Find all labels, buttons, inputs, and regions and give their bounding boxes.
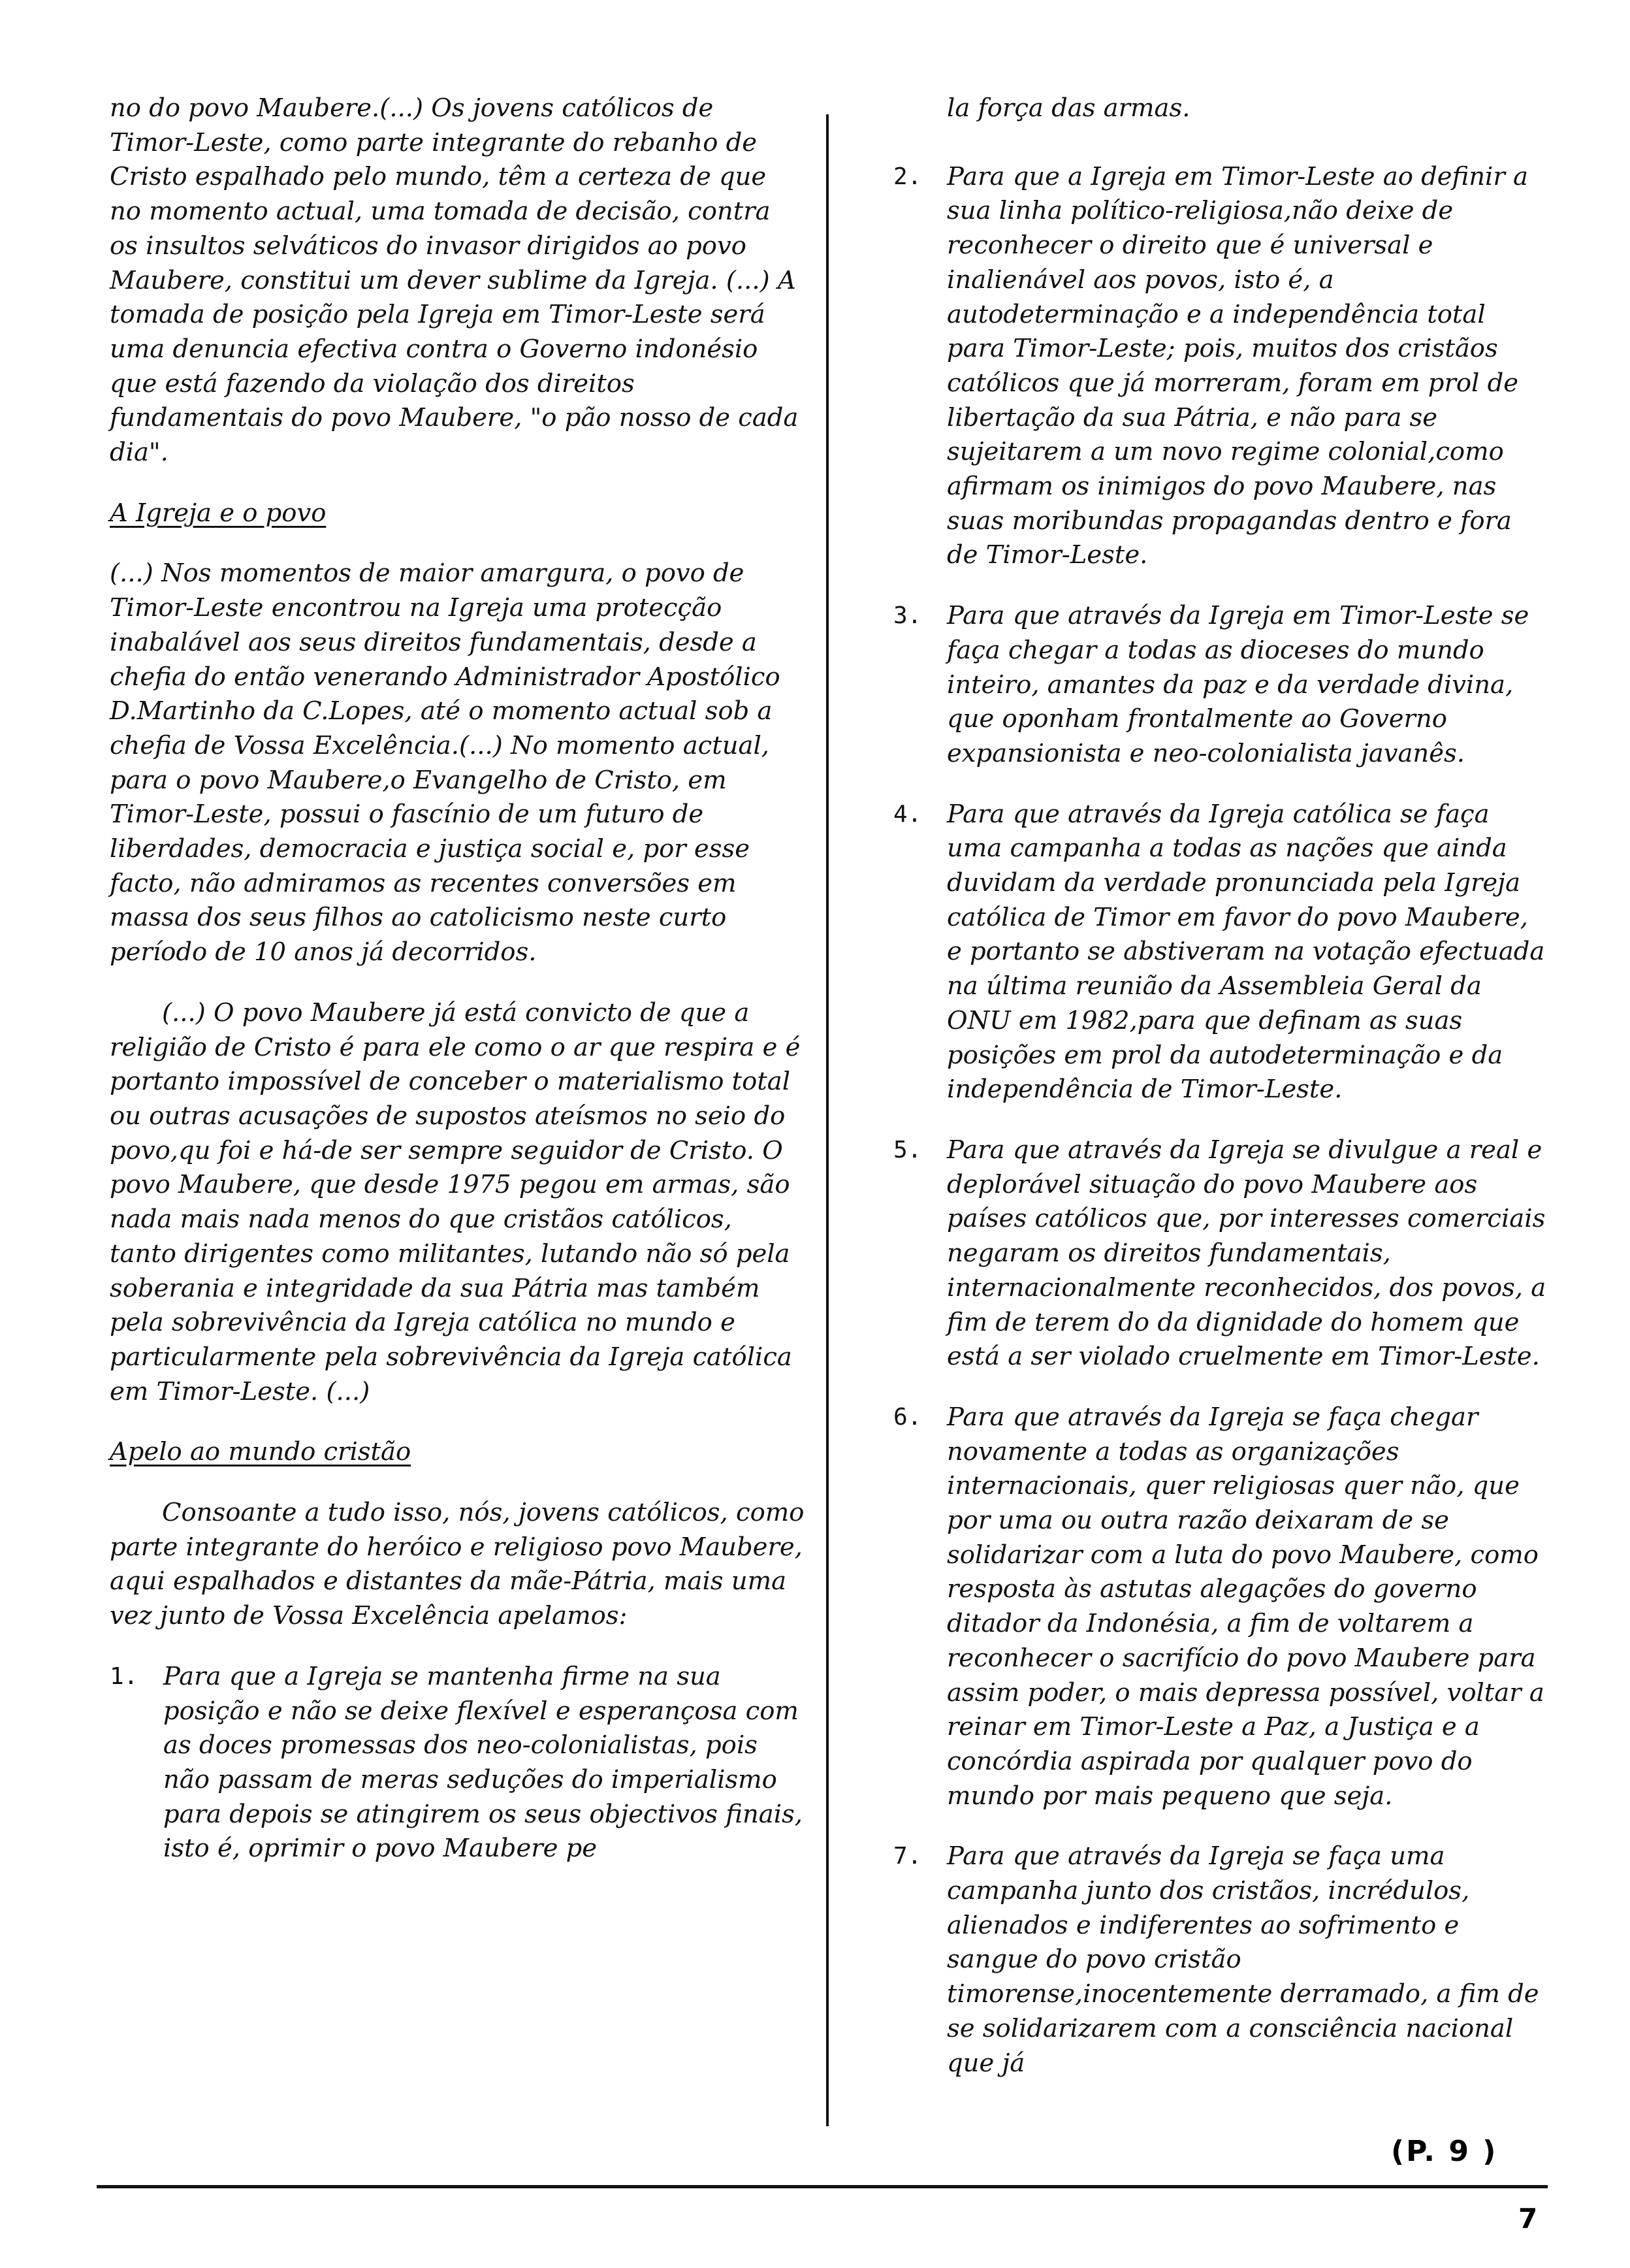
appeal-item-text: Para que a Igreja se mantenha firme na sua posição e não se deixe flexível e esperançosa com as doces promessas dos neo-colonialistas, pois não passam de meras seduções do imperialismo para depois se atingirem os seus objectivos finais, isto é, oprimir o povo Maubere pe: [163, 1661, 803, 1864]
appeal-item-5: [893, 1133, 1546, 1374]
appeal-item-1: [110, 1660, 805, 1866]
paragraph-povo-maubere: (...) O povo Maubere já está convicto de que a religião de Cristo é para ele como o ar que respira e é portanto impossível de conceber o materialismo total ou outras acusações de supostos ateísmos no seio do povo,qu foi e há-de ser sempre seguidor de Cristo. O povo Maubere, que desde 1975 pegou em armas, são nada mais nada menos do que cristãos católicos, tanto dirigentes como militantes, lutando não só pela soberania e integridade da sua Pátria mas também pela sobrevivência da Igreja católica no mundo e particularmente pela sobrevivência da Igreja católica em Timor-Leste. (...): [110, 997, 801, 1406]
appeal-item-6: [893, 1401, 1546, 1813]
section-heading-igreja-povo: A Igreja e o povo: [110, 498, 327, 528]
appeal-item-text: Para que através da Igreja católica se faça uma campanha a todas as nações que ainda duvidam da verdade pronunciada pela Igreja católica de Timor em favor do povo Maubere, e portanto se abstiveram na votação efectuada na última reunião da Assembleia Geral da ONU em 1982,para que definam as suas posições em prol da autodeterminação e da independência de Timor-Leste.: [947, 799, 1545, 1105]
appeal-item-number: 1.: [110, 1662, 138, 1690]
appeal-item-number: 7.: [893, 1843, 922, 1870]
left-column: [110, 91, 805, 1866]
section-heading-apelo: Apelo ao mundo cristão: [110, 1437, 411, 1467]
appeal-item-3: [893, 599, 1546, 771]
appeal-item-text: Para que através da Igreja se divulgue a real e deplorável situação do povo Maubere aos países católicos que, por interesses comerciais negaram os direitos fundamentais, internacionalmente reconhecidos, dos povos, a fim de terem do da dignidade do homem que está a ser violado cruelmente em Timor-Leste.: [947, 1135, 1546, 1372]
appeal-item-text: Para que através da Igreja se faça chegar novamente a todas as organizações internacionais, quer religiosas quer não, que por uma ou outra razão deixaram de se solidarizar com a luta do povo Maubere, como resposta às astutas alegações do governo ditador da Indonésia, a fim de voltarem a reconhecer o sacrifício do povo Maubere para assim poder, o mais depressa possível, voltar a reinar em Timor-Leste a Paz, a Justiça e a concórdia aspirada por qualquer povo do mundo por mais pequeno que seja.: [947, 1402, 1544, 1811]
column-divider: [826, 114, 829, 2126]
appeal-item-text: Para que através da Igreja se faça uma campanha junto dos cristãos, incrédulos, alienados e indiferentes ao sofrimento e sangue do povo cristão timorense,inocentemente derramado, a fim de se solidarizarem com a consciência nacional que já: [947, 1841, 1539, 2078]
appeal-item-text: Para que através da Igreja em Timor-Leste se faça chegar a todas as dioceses do mundo inteiro, amantes da paz e da verdade divina, que oponham frontalmente ao Governo expansionista e neo-colonialista javanês.: [947, 601, 1529, 768]
appeal-item-text: Para que a Igreja em Timor-Leste ao definir a sua linha político-religiosa,não deixe de reconhecer o direito que é universal e inalienável aos povos, isto é, a autodeterminação e a independência total para Timor-Leste; pois, muitos dos cristãos católicos que já morreram, foram em prol de libertação da sua Pátria, e não para se sujeitarem a um novo regime colonial,como afirmam os inimigos do povo Maubere, nas suas moribundas propagandas dentro e fora de Timor-Leste.: [947, 161, 1528, 570]
paragraph-apelo-intro: Consoante a tudo isso, nós, jovens católicos, como parte integrante do heróico e religioso povo Maubere, aqui espalhados e distantes da mãe-Pátria, mais uma vez junto de Vossa Excelência apelamos:: [110, 1498, 805, 1631]
appeal-item-1-continuation: la força das armas.: [947, 93, 1191, 123]
appeal-item-4: [893, 798, 1546, 1107]
appeal-item-7: [893, 1839, 1546, 2081]
appeal-item-number: 6.: [893, 1403, 922, 1431]
page-number: 7: [1518, 2203, 1538, 2235]
continuation-reference: (P. 9 ): [1391, 2135, 1498, 2168]
appeal-item-number: 4.: [893, 800, 922, 828]
paragraph-igreja-povo: (...) Nos momentos de maior amargura, o povo de Timor-Leste encontrou na Igreja uma protecção inabalável aos seus direitos fundamentais, desde a chefia do então venerando Administrador Apostólico D.Martinho da C.Lopes, até o momento actual sob a chefia de Vossa Excelência.(...) No momento actual, para o povo Maubere,o Evangelho de Cristo, em Timor-Leste, possui o fascínio de um futuro de liberdades, democracia e justiça social e, por esse facto, não admiramos as recentes conversões em massa dos seus filhos ao catolicismo neste curto período de 10 anos já decorridos.: [110, 559, 780, 967]
appeal-item-number: 5.: [893, 1136, 922, 1163]
appeal-item-2: [893, 160, 1546, 573]
intro-paragraph: no do povo Maubere.(...) Os jovens católicos de Timor-Leste, como parte integrante do rebanho de Cristo espalhado pelo mundo, têm a certeza de que no momento actual, uma tomada de decisão, contra os insultos selváticos do invasor dirigidos ao povo Maubere, constitui um dever sublime da Igreja. (...) A tomada de posição pela Igreja em Timor-Leste será uma denuncia efectiva contra o Governo indonésio que está fazendo da violação dos direitos fundamentais do povo Maubere, "o pão nosso de cada dia".: [110, 93, 799, 468]
right-column: [893, 91, 1546, 2107]
appeal-item-number: 2.: [893, 163, 922, 190]
appeal-item-number: 3.: [893, 602, 922, 630]
footer-rule: [97, 2185, 1548, 2188]
